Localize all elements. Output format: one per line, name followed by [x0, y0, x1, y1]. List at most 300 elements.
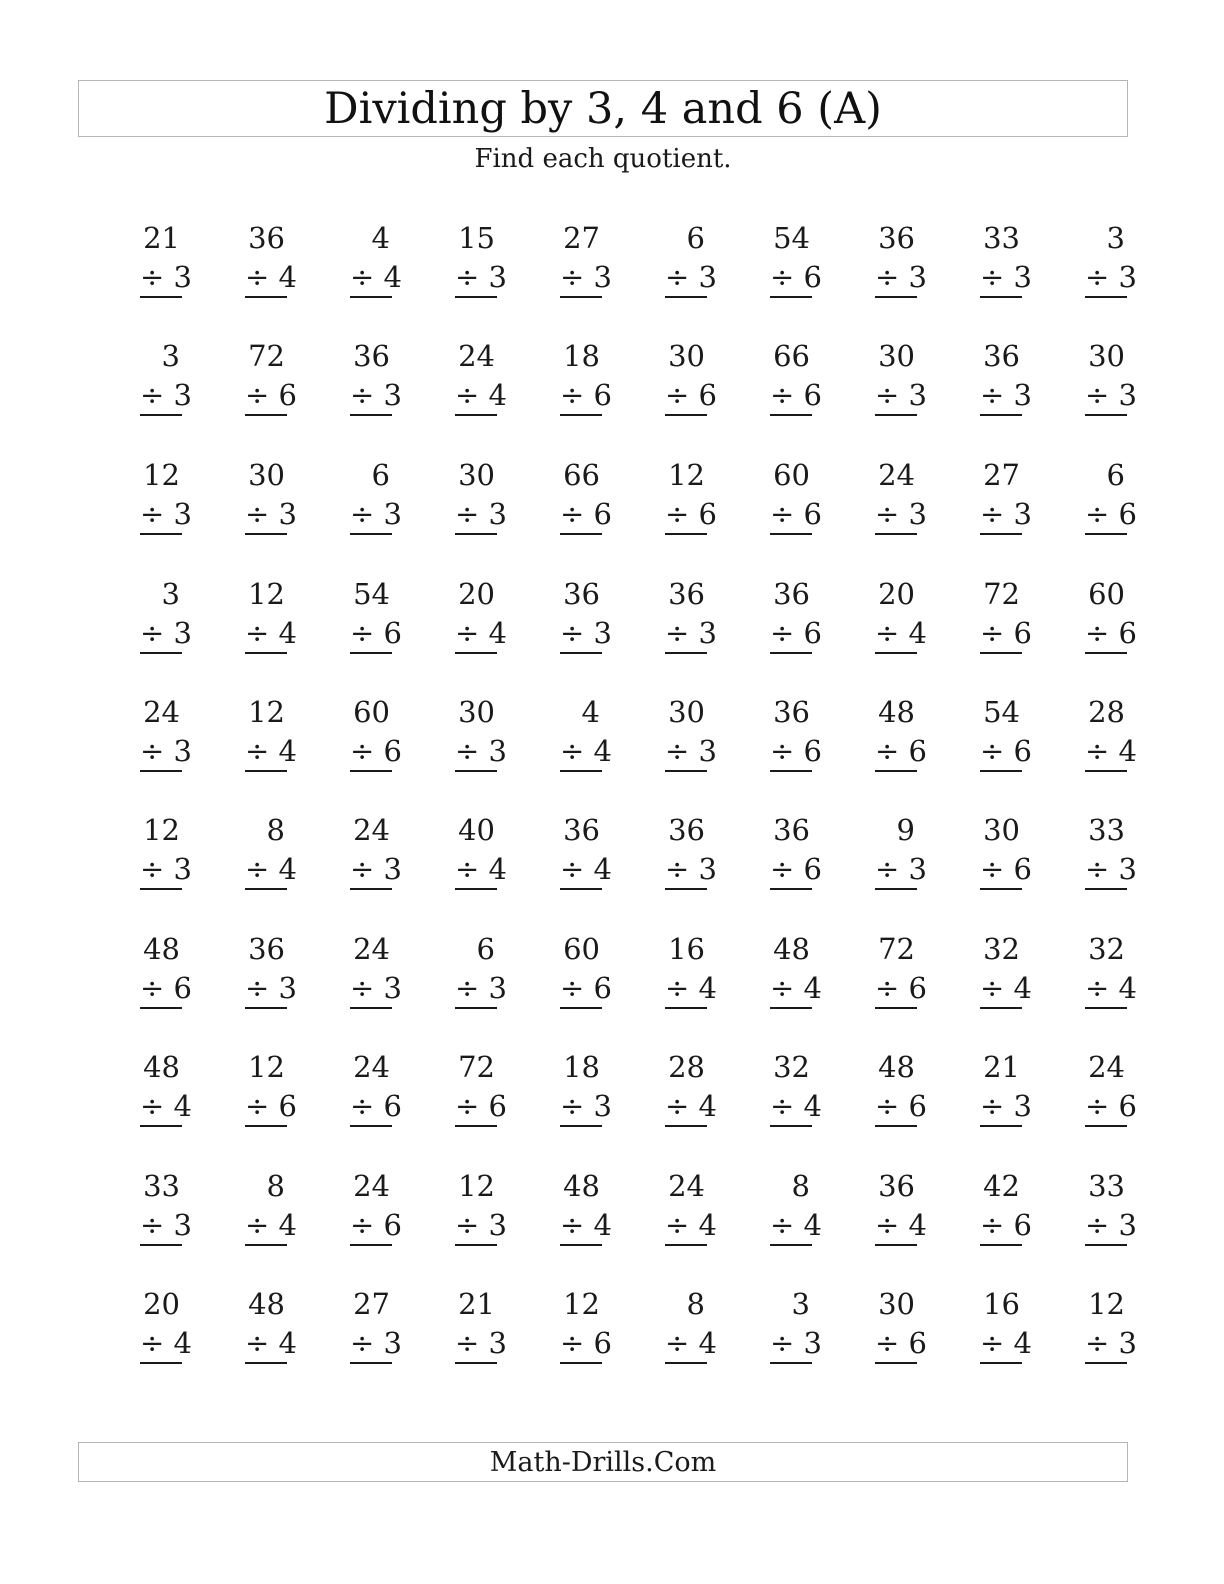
- division-symbol: ÷: [875, 260, 900, 294]
- divisor: [455, 1087, 507, 1127]
- problem-10-1: [92, 1284, 192, 1364]
- divisor-value: 3: [374, 497, 402, 531]
- dividend: 28: [1088, 695, 1125, 729]
- dividend: 12: [248, 1050, 285, 1084]
- problem-5-8: [827, 692, 927, 772]
- divisor: [665, 850, 717, 890]
- divisor-value: 4: [1109, 734, 1137, 768]
- divisor: [560, 1206, 612, 1246]
- problem-8-1: [92, 1047, 192, 1127]
- problem-4-3: [302, 574, 402, 654]
- dividend: 48: [563, 1169, 600, 1203]
- division-symbol: ÷: [350, 1089, 375, 1123]
- divisor-value: 6: [1109, 497, 1137, 531]
- divisor: [1085, 258, 1137, 298]
- problem-9-4: [407, 1166, 507, 1246]
- divisor-value: 6: [584, 497, 612, 531]
- problem-7-3: [302, 929, 402, 1009]
- divisor: [245, 850, 297, 890]
- divisor: [560, 376, 612, 416]
- problem-7-2: [197, 929, 297, 1009]
- problem-10-3: [302, 1284, 402, 1364]
- problem-8-7: [722, 1047, 822, 1127]
- problem-3-8: [827, 455, 927, 535]
- footer-box: [78, 1442, 1128, 1482]
- dividend: 33: [1088, 1169, 1125, 1203]
- divisor: [980, 1206, 1032, 1246]
- problem-7-7: [722, 929, 822, 1009]
- dividend: 54: [773, 221, 810, 255]
- problem-3-10: [1037, 455, 1137, 535]
- problem-8-10: [1037, 1047, 1137, 1127]
- divisor: [980, 258, 1032, 298]
- division-symbol: ÷: [140, 852, 165, 886]
- problem-10-7: [722, 1284, 822, 1364]
- problem-1-10: [1037, 218, 1137, 298]
- dividend: 32: [983, 932, 1020, 966]
- dividend: 6: [1106, 458, 1125, 492]
- division-symbol: ÷: [1085, 852, 1110, 886]
- divisor: [980, 376, 1032, 416]
- division-symbol: ÷: [665, 734, 690, 768]
- divisor-value: 3: [374, 971, 402, 1005]
- problem-2-7: [722, 336, 822, 416]
- divisor-value: 6: [794, 616, 822, 650]
- problem-9-2: [197, 1166, 297, 1246]
- footer-credit: Math-Drills.Com: [489, 1447, 717, 1478]
- divisor: [1085, 1087, 1137, 1127]
- divisor-value: 6: [794, 852, 822, 886]
- problem-6-4: [407, 810, 507, 890]
- dividend: 6: [371, 458, 390, 492]
- problem-7-8: [827, 929, 927, 1009]
- divisor: [245, 1206, 297, 1246]
- divisor: [980, 1324, 1032, 1364]
- dividend: 30: [458, 695, 495, 729]
- dividend: 12: [143, 813, 180, 847]
- divisor: [560, 614, 612, 654]
- division-symbol: ÷: [140, 497, 165, 531]
- dividend: 48: [248, 1287, 285, 1321]
- dividend: 36: [668, 577, 705, 611]
- dividend: 36: [878, 221, 915, 255]
- divisor: [140, 376, 192, 416]
- divisor: [140, 258, 192, 298]
- dividend: 48: [878, 695, 915, 729]
- division-symbol: ÷: [1085, 616, 1110, 650]
- divisor-value: 3: [1109, 1208, 1137, 1242]
- divisor-value: 3: [479, 497, 507, 531]
- divisor-value: 3: [164, 616, 192, 650]
- divisor-value: 4: [269, 1326, 297, 1360]
- division-symbol: ÷: [455, 260, 480, 294]
- dividend: 20: [878, 577, 915, 611]
- problem-8-2: [197, 1047, 297, 1127]
- dividend: 72: [878, 932, 915, 966]
- dividend: 48: [878, 1050, 915, 1084]
- divisor: [560, 850, 612, 890]
- problem-8-4: [407, 1047, 507, 1127]
- divisor-value: 4: [899, 616, 927, 650]
- divisor-value: 6: [689, 378, 717, 412]
- division-symbol: ÷: [1085, 497, 1110, 531]
- divisor: [770, 376, 822, 416]
- division-symbol: ÷: [875, 852, 900, 886]
- divisor: [980, 1087, 1032, 1127]
- dividend: 9: [896, 813, 915, 847]
- dividend: 36: [773, 577, 810, 611]
- problem-3-2: [197, 455, 297, 535]
- divisor-value: 4: [269, 852, 297, 886]
- dividend: 32: [773, 1050, 810, 1084]
- problem-9-1: [92, 1166, 192, 1246]
- problem-1-5: [512, 218, 612, 298]
- problem-9-10: [1037, 1166, 1137, 1246]
- divisor-value: 3: [899, 497, 927, 531]
- divisor: [770, 258, 822, 298]
- divisor-value: 3: [164, 852, 192, 886]
- dividend: 36: [773, 813, 810, 847]
- dividend: 12: [458, 1169, 495, 1203]
- division-symbol: ÷: [560, 734, 585, 768]
- divisor-value: 3: [164, 260, 192, 294]
- division-symbol: ÷: [560, 1089, 585, 1123]
- problem-5-7: [722, 692, 822, 772]
- dividend: 66: [773, 339, 810, 373]
- division-symbol: ÷: [770, 852, 795, 886]
- divisor-value: 3: [1109, 260, 1137, 294]
- problem-9-3: [302, 1166, 402, 1246]
- divisor: [455, 732, 507, 772]
- problem-5-2: [197, 692, 297, 772]
- divisor: [665, 614, 717, 654]
- divisor-value: 3: [689, 852, 717, 886]
- dividend: 60: [773, 458, 810, 492]
- dividend: 36: [248, 221, 285, 255]
- divisor-value: 3: [899, 260, 927, 294]
- dividend: 36: [248, 932, 285, 966]
- divisor: [665, 732, 717, 772]
- division-symbol: ÷: [980, 378, 1005, 412]
- problem-5-5: [512, 692, 612, 772]
- problem-1-7: [722, 218, 822, 298]
- divisor: [350, 614, 402, 654]
- divisor: [980, 495, 1032, 535]
- divisor-value: 3: [899, 378, 927, 412]
- division-symbol: ÷: [980, 497, 1005, 531]
- dividend: 6: [686, 221, 705, 255]
- divisor-value: 3: [479, 1208, 507, 1242]
- dividend: 30: [668, 339, 705, 373]
- division-symbol: ÷: [455, 616, 480, 650]
- divisor-value: 6: [584, 971, 612, 1005]
- divisor: [770, 732, 822, 772]
- divisor: [455, 258, 507, 298]
- division-symbol: ÷: [1085, 1089, 1110, 1123]
- divisor-value: 3: [479, 260, 507, 294]
- problem-3-4: [407, 455, 507, 535]
- division-symbol: ÷: [350, 1208, 375, 1242]
- division-symbol: ÷: [245, 971, 270, 1005]
- problem-6-3: [302, 810, 402, 890]
- problem-6-10: [1037, 810, 1137, 890]
- division-symbol: ÷: [245, 616, 270, 650]
- divisor-value: 6: [164, 971, 192, 1005]
- divisor: [875, 1206, 927, 1246]
- dividend: 40: [458, 813, 495, 847]
- divisor: [560, 732, 612, 772]
- dividend: 8: [266, 1169, 285, 1203]
- division-symbol: ÷: [140, 1208, 165, 1242]
- problem-1-9: [932, 218, 1032, 298]
- divisor: [350, 1206, 402, 1246]
- division-symbol: ÷: [455, 852, 480, 886]
- divisor-value: 6: [794, 734, 822, 768]
- division-symbol: ÷: [140, 260, 165, 294]
- dividend: 42: [983, 1169, 1020, 1203]
- divisor-value: 6: [1004, 616, 1032, 650]
- divisor-value: 4: [164, 1326, 192, 1360]
- division-symbol: ÷: [455, 734, 480, 768]
- divisor-value: 3: [584, 1089, 612, 1123]
- problem-10-10: [1037, 1284, 1137, 1364]
- division-symbol: ÷: [770, 378, 795, 412]
- divisor: [770, 1206, 822, 1246]
- divisor-value: 3: [899, 852, 927, 886]
- divisor-value: 6: [1004, 1208, 1032, 1242]
- divisor: [350, 732, 402, 772]
- divisor: [140, 495, 192, 535]
- divisor: [350, 850, 402, 890]
- problem-7-10: [1037, 929, 1137, 1009]
- dividend: 48: [143, 1050, 180, 1084]
- problem-4-7: [722, 574, 822, 654]
- divisor-value: 3: [164, 378, 192, 412]
- divisor: [140, 1324, 192, 1364]
- division-symbol: ÷: [350, 852, 375, 886]
- dividend: 24: [353, 932, 390, 966]
- dividend: 54: [983, 695, 1020, 729]
- division-symbol: ÷: [245, 734, 270, 768]
- dividend: 36: [353, 339, 390, 373]
- problem-1-6: [617, 218, 717, 298]
- dividend: 30: [878, 1287, 915, 1321]
- divisor-value: 4: [269, 734, 297, 768]
- division-symbol: ÷: [140, 378, 165, 412]
- divisor: [875, 1087, 927, 1127]
- divisor: [1085, 1206, 1137, 1246]
- dividend: 8: [266, 813, 285, 847]
- divisor: [1085, 969, 1137, 1009]
- division-symbol: ÷: [140, 734, 165, 768]
- divisor: [350, 1087, 402, 1127]
- divisor-value: 4: [1004, 971, 1032, 1005]
- problem-2-10: [1037, 336, 1137, 416]
- divisor: [560, 258, 612, 298]
- division-symbol: ÷: [560, 1208, 585, 1242]
- dividend: 15: [458, 221, 495, 255]
- division-symbol: ÷: [770, 971, 795, 1005]
- dividend: 60: [563, 932, 600, 966]
- divisor: [245, 969, 297, 1009]
- division-symbol: ÷: [350, 734, 375, 768]
- division-symbol: ÷: [350, 616, 375, 650]
- divisor: [875, 376, 927, 416]
- division-symbol: ÷: [350, 378, 375, 412]
- divisor: [350, 258, 402, 298]
- divisor-value: 4: [689, 1089, 717, 1123]
- divisor-value: 3: [794, 1326, 822, 1360]
- dividend: 12: [1088, 1287, 1125, 1321]
- divisor-value: 6: [584, 1326, 612, 1360]
- divisor-value: 4: [164, 1089, 192, 1123]
- divisor-value: 3: [1109, 1326, 1137, 1360]
- dividend: 4: [371, 221, 390, 255]
- divisor: [770, 1324, 822, 1364]
- division-symbol: ÷: [455, 971, 480, 1005]
- divisor: [245, 614, 297, 654]
- divisor-value: 6: [269, 1089, 297, 1123]
- problem-9-9: [932, 1166, 1032, 1246]
- divisor-value: 6: [1109, 1089, 1137, 1123]
- dividend: 72: [248, 339, 285, 373]
- divisor-value: 6: [374, 734, 402, 768]
- divisor: [980, 850, 1032, 890]
- divisor: [245, 1087, 297, 1127]
- problem-2-6: [617, 336, 717, 416]
- division-symbol: ÷: [665, 260, 690, 294]
- problem-3-6: [617, 455, 717, 535]
- divisor: [245, 376, 297, 416]
- divisor-value: 6: [374, 616, 402, 650]
- divisor: [140, 1087, 192, 1127]
- division-symbol: ÷: [245, 497, 270, 531]
- division-symbol: ÷: [980, 616, 1005, 650]
- division-symbol: ÷: [560, 378, 585, 412]
- dividend: 30: [983, 813, 1020, 847]
- dividend: 18: [563, 1050, 600, 1084]
- dividend: 36: [668, 813, 705, 847]
- division-symbol: ÷: [980, 734, 1005, 768]
- divisor: [140, 850, 192, 890]
- problem-3-5: [512, 455, 612, 535]
- divisor: [875, 258, 927, 298]
- problem-4-8: [827, 574, 927, 654]
- divisor-value: 3: [374, 378, 402, 412]
- divisor-value: 3: [689, 734, 717, 768]
- dividend: 33: [1088, 813, 1125, 847]
- problem-3-3: [302, 455, 402, 535]
- divisor: [665, 1206, 717, 1246]
- division-symbol: ÷: [770, 1208, 795, 1242]
- dividend: 66: [563, 458, 600, 492]
- divisor-value: 3: [479, 971, 507, 1005]
- dividend: 72: [458, 1050, 495, 1084]
- divisor-value: 4: [479, 378, 507, 412]
- dividend: 24: [668, 1169, 705, 1203]
- dividend: 21: [983, 1050, 1020, 1084]
- problem-2-3: [302, 336, 402, 416]
- division-symbol: ÷: [560, 1326, 585, 1360]
- divisor: [875, 850, 927, 890]
- problem-7-5: [512, 929, 612, 1009]
- divisor: [245, 1324, 297, 1364]
- problem-2-4: [407, 336, 507, 416]
- division-symbol: ÷: [665, 852, 690, 886]
- problem-4-10: [1037, 574, 1137, 654]
- page-title: Dividing by 3, 4 and 6 (A): [324, 84, 882, 134]
- divisor: [1085, 850, 1137, 890]
- dividend: 24: [353, 813, 390, 847]
- division-symbol: ÷: [245, 378, 270, 412]
- divisor-value: 6: [269, 378, 297, 412]
- divisor: [455, 376, 507, 416]
- dividend: 24: [1088, 1050, 1125, 1084]
- problem-1-4: [407, 218, 507, 298]
- dividend: 24: [353, 1169, 390, 1203]
- divisor: [560, 1324, 612, 1364]
- divisor-value: 6: [374, 1208, 402, 1242]
- divisor-value: 4: [479, 852, 507, 886]
- divisor-value: 4: [794, 971, 822, 1005]
- divisor: [770, 495, 822, 535]
- divisor: [665, 376, 717, 416]
- divisor: [560, 1087, 612, 1127]
- division-symbol: ÷: [980, 260, 1005, 294]
- divisor-value: 6: [794, 260, 822, 294]
- dividend: 8: [686, 1287, 705, 1321]
- division-symbol: ÷: [665, 497, 690, 531]
- dividend: 36: [878, 1169, 915, 1203]
- divisor: [455, 969, 507, 1009]
- dividend: 24: [353, 1050, 390, 1084]
- problem-5-3: [302, 692, 402, 772]
- dividend: 12: [248, 577, 285, 611]
- division-symbol: ÷: [665, 1089, 690, 1123]
- division-symbol: ÷: [980, 852, 1005, 886]
- dividend: 60: [1088, 577, 1125, 611]
- divisor-value: 3: [1004, 497, 1032, 531]
- divisor: [875, 1324, 927, 1364]
- dividend: 16: [668, 932, 705, 966]
- divisor: [770, 614, 822, 654]
- dividend: 16: [983, 1287, 1020, 1321]
- divisor-value: 3: [269, 971, 297, 1005]
- divisor-value: 3: [689, 260, 717, 294]
- division-symbol: ÷: [560, 852, 585, 886]
- divisor-value: 4: [1004, 1326, 1032, 1360]
- problem-5-1: [92, 692, 192, 772]
- divisor-value: 6: [899, 1089, 927, 1123]
- problem-4-2: [197, 574, 297, 654]
- problem-7-4: [407, 929, 507, 1009]
- problem-2-2: [197, 336, 297, 416]
- problem-6-2: [197, 810, 297, 890]
- divisor: [875, 969, 927, 1009]
- divisor-value: 4: [1109, 971, 1137, 1005]
- problem-2-8: [827, 336, 927, 416]
- divisor: [1085, 376, 1137, 416]
- divisor-value: 6: [1109, 616, 1137, 650]
- problem-6-8: [827, 810, 927, 890]
- problem-10-5: [512, 1284, 612, 1364]
- problem-10-8: [827, 1284, 927, 1364]
- divisor: [980, 732, 1032, 772]
- division-symbol: ÷: [980, 1089, 1005, 1123]
- divisor: [455, 850, 507, 890]
- division-symbol: ÷: [875, 1089, 900, 1123]
- divisor: [455, 1206, 507, 1246]
